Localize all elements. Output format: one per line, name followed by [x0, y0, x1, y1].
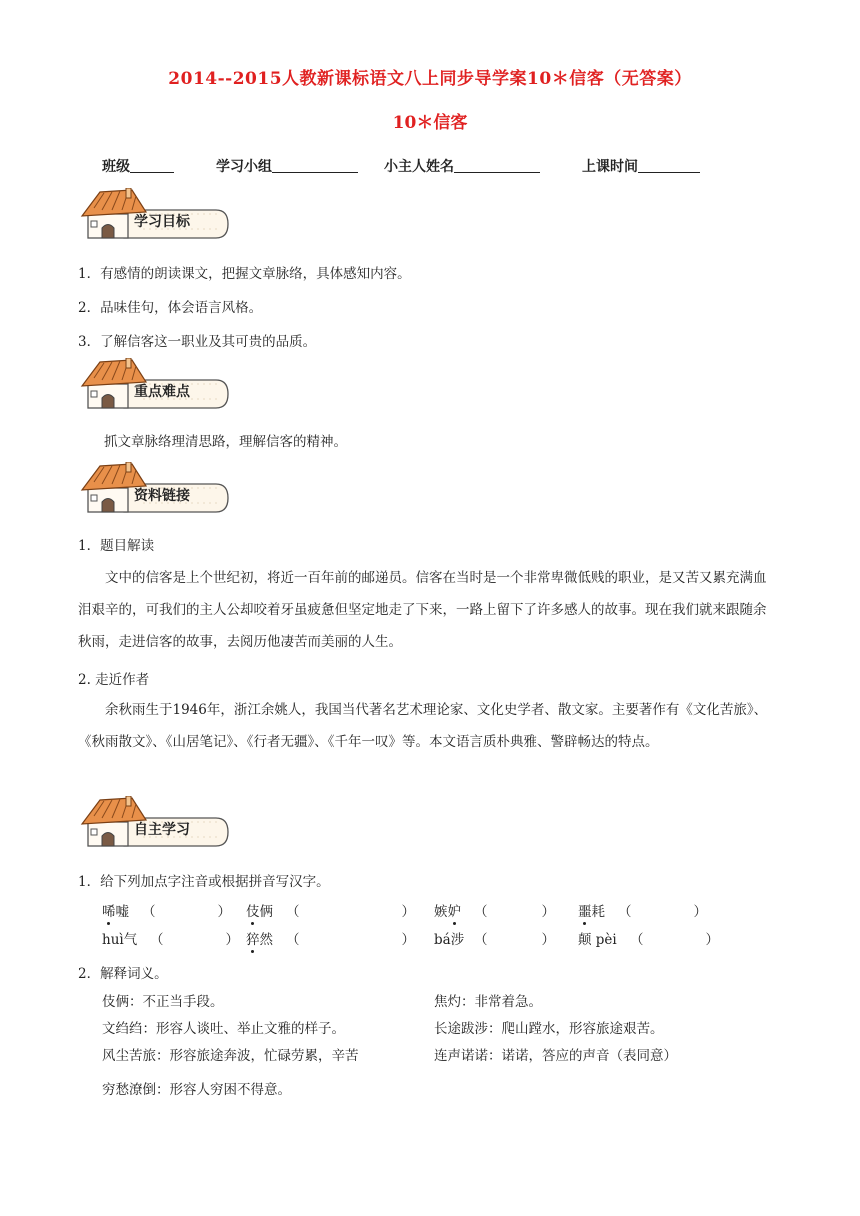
question-1-heading: 1．给下列加点字注音或根据拼音写汉字。: [78, 874, 330, 890]
class-blank[interactable]: [130, 157, 174, 173]
definition-item: 焦灼：非常着急。: [434, 994, 542, 1010]
answer-blank[interactable]: （ ）: [474, 932, 555, 948]
host-name-field: 小主人姓名: [384, 156, 540, 176]
goal-item: 3．了解信客这一职业及其可贵的品质。: [78, 334, 317, 350]
resource-paragraph-author: 余秋雨生于1946年，浙江余姚人，我国当代著名艺术理论家、文化史学者、散文家。主要著作有《文化苦旅》、《秋雨散文》、《山居笔记》、《行者无疆》、《千年一叹》等。本文语言质朴典雅、警辟畅达的特点。: [78, 702, 768, 750]
goal-item: 2．品味佳句，体会语言风格。: [78, 300, 263, 316]
section-header-self-study: 自主学习: [80, 796, 230, 848]
pinyin-word: 唏嘘: [102, 904, 129, 920]
answer-blank[interactable]: （ ）: [618, 904, 707, 920]
class-time-blank[interactable]: [638, 157, 700, 173]
definition-item: 伎俩：不正当手段。: [102, 994, 224, 1010]
pinyin-word: 嫉妒: [434, 904, 461, 920]
answer-blank[interactable]: （ ）: [474, 904, 555, 920]
key-points-text: 抓文章脉络理清思路，理解信客的精神。: [104, 434, 347, 450]
section-header-resources: 资料链接: [80, 462, 230, 514]
resource-heading-author: 2. 走近作者: [78, 672, 150, 688]
answer-blank[interactable]: （ ）: [142, 904, 231, 920]
question-2-heading: 2．解释词义。: [78, 966, 168, 982]
section-header-key-points: 重点难点: [80, 358, 230, 410]
section-header-goals: 学习目标: [80, 188, 230, 240]
answer-blank[interactable]: （ ）: [286, 932, 415, 948]
group-field: 学习小组: [216, 156, 358, 176]
class-time-field: 上课时间: [582, 156, 700, 176]
pinyin-word: 噩耗: [578, 904, 605, 920]
definition-item: 文绉绉：形容人谈吐、举止文雅的样子。: [102, 1021, 345, 1037]
definition-item: 长途跋涉：爬山蹚水，形容旅途艰苦。: [434, 1021, 664, 1037]
resource-paragraph-title: 文中的信客是上个世纪初，将近一百年前的邮递员。信客在当时是一个非常卑微低贱的职业，是又苦又累充满血泪艰辛的，可我们的主人公却咬着牙虽疲惫但坚定地走了下来，一路上留下了许多感人的故事。现在我们就来跟随余秋雨，走进信客的故事，去阅历他凄苦而美丽的人生。: [78, 570, 767, 650]
definition-item: 风尘苦旅：形容旅途奔波，忙碌劳累，辛苦: [102, 1048, 359, 1064]
document-title: 2014--2015人教新课标语文八上同步导学案10＊信客（无答案）: [168, 69, 692, 89]
answer-blank[interactable]: （ ）: [150, 932, 239, 948]
resource-heading-title: 1．题目解读: [78, 538, 155, 554]
host-name-blank[interactable]: [454, 157, 540, 173]
answer-blank[interactable]: （ ）: [286, 904, 415, 920]
pinyin-word: 猝然: [246, 932, 273, 948]
answer-blank[interactable]: （ ）: [630, 932, 719, 948]
pinyin-word: 伎俩: [246, 904, 273, 920]
pinyin-word: bá涉: [434, 932, 465, 948]
definition-item: 连声诺诺：诺诺，答应的声音（表同意）: [434, 1048, 677, 1064]
pinyin-word: 颠 pèi: [578, 932, 617, 948]
goal-item: 1．有感情的朗读课文，把握文章脉络，具体感知内容。: [78, 266, 411, 282]
lesson-title: 10＊信客: [392, 113, 468, 133]
group-blank[interactable]: [272, 157, 358, 173]
class-field: 班级: [102, 156, 174, 176]
pinyin-word: huì气: [102, 932, 138, 948]
definition-item: 穷愁潦倒：形容人穷困不得意。: [102, 1082, 291, 1098]
